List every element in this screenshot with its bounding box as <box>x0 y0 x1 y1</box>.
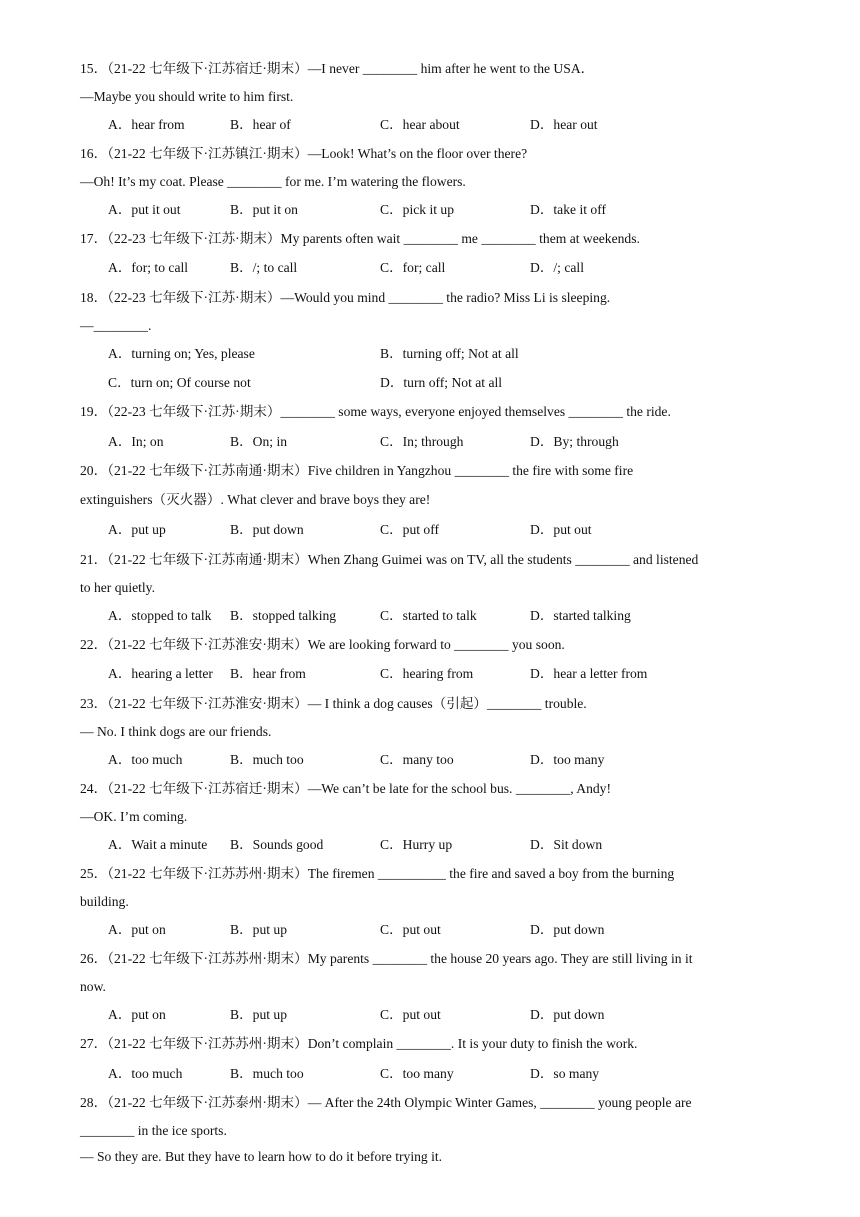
question-number: 16． <box>80 146 108 161</box>
option-c: C．many too <box>380 752 454 767</box>
option-b: B．much too <box>230 752 304 767</box>
question-source: （22-23 七年级下·江苏·期末） <box>107 231 281 246</box>
question-text: — I think a dog causes（引起）________ trouble. <box>307 696 587 711</box>
option-a: A．too much <box>108 752 183 767</box>
option-c: C．pick it up <box>380 202 455 217</box>
question-number: 21． <box>80 552 108 567</box>
question-number: 26． <box>80 951 108 966</box>
question-text-line: — No. I think dogs are our friends. <box>80 724 272 739</box>
option-b: B．On; in <box>230 434 288 449</box>
option-d: D．turn off; Not at all <box>380 375 503 390</box>
question-18 <box>80 289 610 307</box>
question-number: 19． <box>80 404 108 419</box>
question-21 <box>80 551 698 569</box>
option-a: A．put it out <box>108 202 181 217</box>
question-24 <box>80 780 611 798</box>
question-number: 22． <box>80 637 108 652</box>
option-c: C．Hurry up <box>380 837 453 852</box>
option-d: D．put down <box>530 1007 605 1022</box>
question-text: We are looking forward to ________ you soon. <box>307 637 565 652</box>
question-22 <box>80 636 565 654</box>
question-text-line: —Oh! It’s my coat. Please ________ for me. I’m watering the flowers. <box>80 174 466 189</box>
question-number: 24． <box>80 781 108 796</box>
option-d: D．take it off <box>530 202 607 217</box>
option-d: D．hear a letter from <box>530 666 648 681</box>
option-d: D．By; through <box>530 434 619 449</box>
option-c: C．put off <box>380 522 440 537</box>
question-source: （21-22 七年级下·江苏淮安·期末） <box>107 696 308 711</box>
question-text-line: —________. <box>80 318 152 333</box>
option-b: B．much too <box>230 1066 304 1081</box>
question-source: （21-22 七年级下·江苏南通·期末） <box>107 552 308 567</box>
question-text-line: — So they are. But they have to learn how to do it before trying it. <box>80 1149 443 1164</box>
question-23 <box>80 695 587 713</box>
option-d: D．hear out <box>530 117 598 132</box>
question-17 <box>80 230 640 248</box>
option-d: D．so many <box>530 1066 600 1081</box>
question-text-line: now. <box>80 979 106 994</box>
question-text: My parents often wait ________ me ________ them at weekends. <box>280 231 640 246</box>
question-28 <box>80 1094 692 1112</box>
question-text-line: ________ in the ice sports. <box>80 1123 227 1138</box>
question-text-line: building. <box>80 894 129 909</box>
question-source: （21-22 七年级下·江苏宿迁·期末） <box>107 61 308 76</box>
question-number: 15． <box>80 61 108 76</box>
option-b: B．put up <box>230 922 288 937</box>
question-text: The firemen __________ the fire and saved a boy from the burning <box>307 866 675 881</box>
question-text-line: —Maybe you should write to him first. <box>80 89 294 104</box>
question-27 <box>80 1035 637 1053</box>
option-a: A．stopped to talk <box>108 608 212 623</box>
option-d: D．/; call <box>530 260 584 275</box>
question-source: （21-22 七年级下·江苏泰州·期末） <box>107 1095 308 1110</box>
question-text: —Would you mind ________ the radio? Miss Li is sleeping. <box>280 290 611 305</box>
option-a: A．Wait a minute <box>108 837 208 852</box>
question-text: —Look! What’s on the floor over there? <box>307 146 528 161</box>
question-text-line: extinguishers（灭火器）. What clever and brave boys they are! <box>80 492 431 507</box>
option-c: C．too many <box>380 1066 454 1081</box>
question-number: 28． <box>80 1095 108 1110</box>
option-c: C．started to talk <box>380 608 477 623</box>
question-text: — After the 24th Olympic Winter Games, ________ young people are <box>307 1095 692 1110</box>
option-a: A．turning on; Yes, please <box>108 346 255 361</box>
question-text: —We can’t be late for the school bus. ________, Andy! <box>307 781 612 796</box>
option-b: B．hear of <box>230 117 291 132</box>
question-text: —I never ________ him after he went to the USA． <box>307 61 595 76</box>
option-b: B．turning off; Not at all <box>380 346 519 361</box>
question-15 <box>80 60 594 78</box>
question-text: Don’t complain ________. It is your duty to finish the work. <box>307 1036 638 1051</box>
option-b: B．hear from <box>230 666 306 681</box>
option-a: A．put on <box>108 922 166 937</box>
option-a: A．In; on <box>108 434 164 449</box>
question-text: ________ some ways, everyone enjoyed themselves ________ the ride. <box>280 404 671 419</box>
option-b: B．/; to call <box>230 260 298 275</box>
option-a: A．hear from <box>108 117 185 132</box>
question-text-line: —OK. I’m coming. <box>80 809 188 824</box>
question-source: （22-23 七年级下·江苏·期末） <box>107 404 281 419</box>
option-a: A．hearing a letter <box>108 666 213 681</box>
question-source: （21-22 七年级下·江苏宿迁·期末） <box>107 781 308 796</box>
question-26 <box>80 950 693 968</box>
option-c: C．for; call <box>380 260 446 275</box>
question-source: （21-22 七年级下·江苏南通·期末） <box>107 463 308 478</box>
option-d: D．too many <box>530 752 605 767</box>
option-a: A．too much <box>108 1066 183 1081</box>
option-c: C．hearing from <box>380 666 474 681</box>
question-16 <box>80 145 527 163</box>
option-d: D．started talking <box>530 608 631 623</box>
option-d: D．Sit down <box>530 837 603 852</box>
question-text: Five children in Yangzhou ________ the fire with some fire <box>307 463 634 478</box>
question-number: 17． <box>80 231 108 246</box>
option-d: D．put out <box>530 522 592 537</box>
question-number: 23． <box>80 696 108 711</box>
question-number: 27． <box>80 1036 108 1051</box>
option-b: B．put up <box>230 1007 288 1022</box>
question-text-line: to her quietly. <box>80 580 155 595</box>
question-source: （21-22 七年级下·江苏苏州·期末） <box>107 866 308 881</box>
option-d: D．put down <box>530 922 605 937</box>
question-20 <box>80 462 633 480</box>
question-source: （21-22 七年级下·江苏苏州·期末） <box>107 1036 308 1051</box>
question-number: 20． <box>80 463 108 478</box>
question-text: When Zhang Guimei was on TV, all the students ________ and listened <box>307 552 699 567</box>
option-a: A．put on <box>108 1007 166 1022</box>
question-source: （22-23 七年级下·江苏·期末） <box>107 290 281 305</box>
option-b: B．Sounds good <box>230 837 324 852</box>
option-c: C．turn on; Of course not <box>108 375 251 390</box>
question-source: （21-22 七年级下·江苏镇江·期末） <box>107 146 308 161</box>
question-number: 18． <box>80 290 108 305</box>
option-c: C．hear about <box>380 117 460 132</box>
question-19 <box>80 403 671 421</box>
question-source: （21-22 七年级下·江苏苏州·期末） <box>107 951 308 966</box>
question-text: My parents ________ the house 20 years ago. They are still living in it <box>307 951 693 966</box>
question-number: 25． <box>80 866 108 881</box>
option-c: C．put out <box>380 1007 441 1022</box>
option-a: A．put up <box>108 522 166 537</box>
question-source: （21-22 七年级下·江苏淮安·期末） <box>107 637 308 652</box>
option-a: A．for; to call <box>108 260 189 275</box>
option-b: B．put down <box>230 522 304 537</box>
option-b: B．stopped talking <box>230 608 337 623</box>
option-b: B．put it on <box>230 202 298 217</box>
option-c: C．put out <box>380 922 441 937</box>
question-25 <box>80 865 674 883</box>
option-c: C．In; through <box>380 434 464 449</box>
